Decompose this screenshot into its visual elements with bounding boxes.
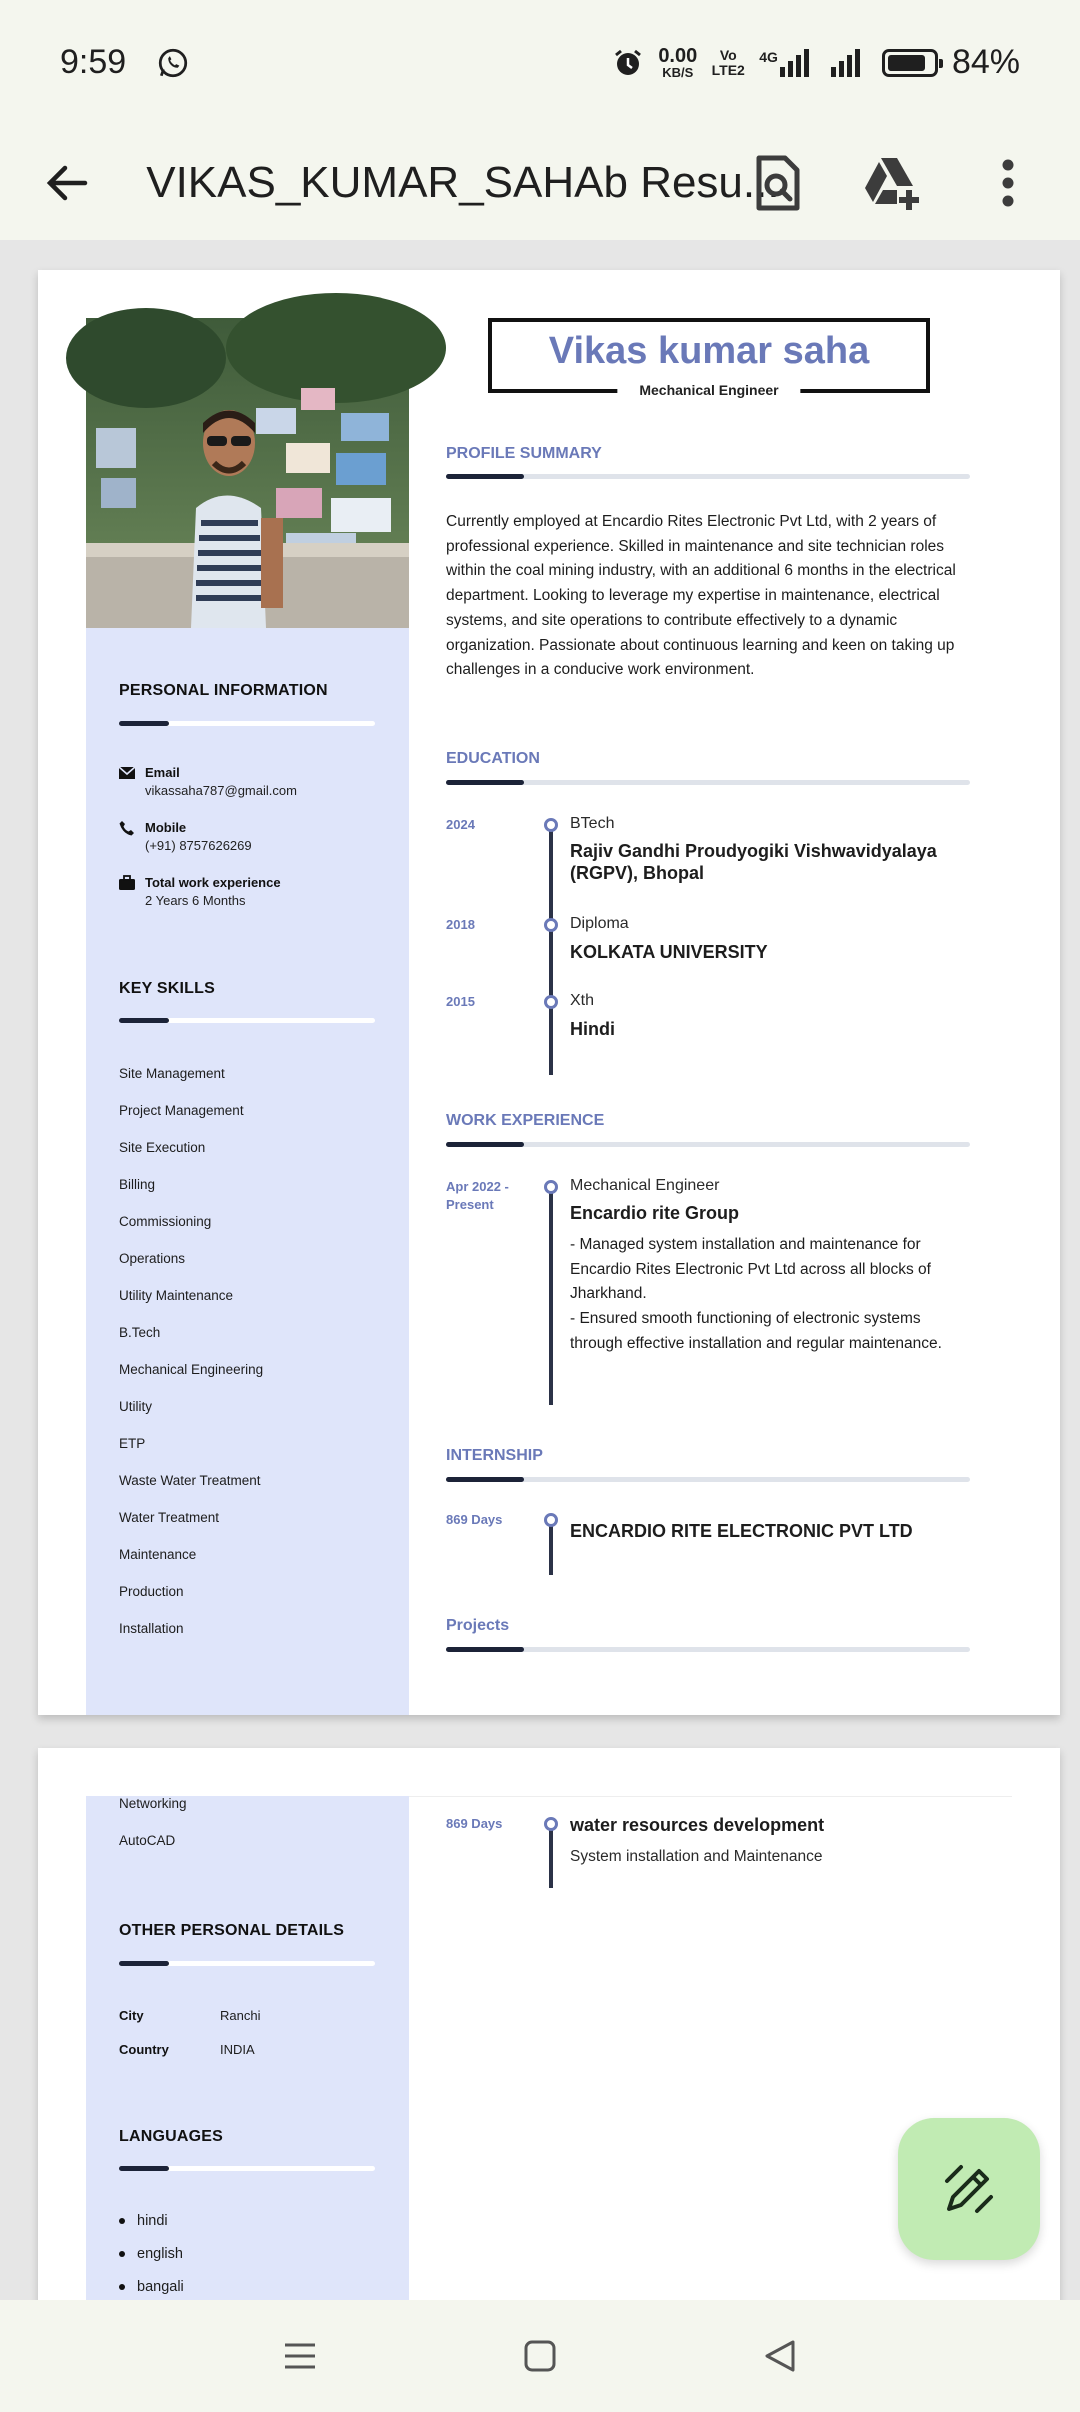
timeline-dot	[544, 918, 558, 932]
education-timeline	[549, 825, 553, 1075]
email-icon	[119, 765, 135, 781]
skill-item: Project Management	[119, 1103, 244, 1118]
internship-timeline	[549, 1520, 553, 1575]
skill-item: ETP	[119, 1436, 146, 1451]
document-search-icon	[751, 154, 805, 212]
section-divider	[446, 474, 970, 479]
skill-item: Mechanical Engineering	[119, 1362, 264, 1377]
education-year: 2018	[446, 917, 475, 932]
personal-info-heading: PERSONAL INFORMATION	[119, 682, 328, 699]
language-item: bangali	[119, 2279, 184, 2295]
resume-sidebar	[86, 318, 409, 1715]
search-document-button[interactable]	[746, 148, 809, 218]
skill-item: Billing	[119, 1177, 156, 1192]
skill-item: Water Treatment	[119, 1510, 220, 1525]
section-divider	[119, 2166, 375, 2171]
skill-item: B.Tech	[119, 1325, 161, 1340]
email-row: Email vikassaha787@gmail.com	[119, 765, 297, 798]
work-designation: Mechanical Engineer	[570, 1177, 720, 1194]
work-period: Apr 2022 - Present	[446, 1179, 509, 1212]
status-time: 9:59	[60, 43, 127, 81]
education-heading: EDUCATION	[446, 750, 540, 767]
more-vert-icon	[1000, 158, 1016, 208]
net-speed: 0.00 KB/S	[658, 45, 698, 80]
timeline-dot	[544, 1817, 558, 1831]
skill-item: Networking	[119, 1796, 187, 1811]
candidate-role: Mechanical Engineer	[617, 382, 800, 398]
project-duration: 869 Days	[446, 1816, 503, 1831]
pdf-viewer[interactable]	[0, 240, 1080, 2300]
status-bar	[0, 0, 1080, 125]
timeline-dot	[544, 995, 558, 1009]
home-button[interactable]	[510, 2326, 570, 2386]
skill-item: Installation	[119, 1621, 184, 1636]
section-divider	[119, 1018, 375, 1023]
other-details-heading: OTHER PERSONAL DETAILS	[119, 1922, 345, 1939]
phone-icon	[119, 820, 135, 836]
signal-2-icon	[831, 49, 860, 77]
skill-item: AutoCAD	[119, 1833, 176, 1848]
education-year: 2024	[446, 817, 475, 832]
internship-company: ENCARDIO RITE ELECTRONIC PVT LTD	[570, 1521, 913, 1541]
section-divider	[446, 1142, 970, 1147]
volte-indicator: Vo LTE2	[711, 46, 745, 78]
battery-icon	[882, 49, 938, 77]
work-experience-row: Total work experience 2 Years 6 Months	[119, 875, 281, 908]
drive-add-icon	[863, 156, 923, 210]
education-school: Rajiv Gandhi Proudyogiki Vishwavidyalaya (RGPV), Bhopal	[570, 841, 937, 883]
city-row: City Ranchi	[119, 2008, 261, 2023]
mobile-row: Mobile (+91) 8757626269	[119, 820, 252, 853]
square-icon	[523, 2339, 557, 2373]
triangle-back-icon	[763, 2339, 797, 2373]
add-to-drive-button[interactable]	[861, 148, 924, 218]
skill-item: Production	[119, 1584, 184, 1599]
briefcase-icon	[119, 875, 135, 891]
skill-item: Waste Water Treatment	[119, 1473, 261, 1488]
pen-edit-icon	[941, 2161, 997, 2217]
annotate-fab-button[interactable]	[898, 2118, 1040, 2260]
signal-1-icon	[780, 49, 809, 77]
resume-sidebar	[86, 1796, 409, 2316]
app-bar	[0, 125, 1080, 240]
alarm-icon	[612, 47, 644, 79]
profile-summary-heading: PROFILE SUMMARY	[446, 445, 602, 462]
key-skills-heading: KEY SKILLS	[119, 980, 215, 997]
pdf-page-1	[38, 270, 1060, 1715]
more-options-button[interactable]	[977, 148, 1040, 218]
timeline-dot	[544, 1513, 558, 1527]
work-timeline	[549, 1185, 553, 1405]
country-row: Country INDIA	[119, 2042, 255, 2057]
section-divider	[446, 780, 970, 785]
page-top-line	[409, 1796, 1012, 1797]
battery-percent: 84%	[951, 43, 1020, 81]
project-timeline	[549, 1828, 553, 1888]
profile-summary-text: Currently employed at Encardio Rites Electronic Pvt Ltd, with 2 years of professional experience. Skilled in maintenance and site technician roles within the coal mining industry, with an additional 6 months in the electrical department. Looking to leverage my expertise in maintenance, electrical systems, and site operations to contribute effectively to a dynamic organization. Passionate about continuous learning and keen on taking up challenges in a conducive work environment.	[446, 513, 956, 679]
timeline-dot	[544, 1180, 558, 1194]
system-nav-bar	[0, 2300, 1080, 2412]
recents-button[interactable]	[270, 2326, 330, 2386]
skill-item: Utility	[119, 1399, 152, 1414]
education-degree: BTech	[570, 815, 615, 832]
work-experience-heading: WORK EXPERIENCE	[446, 1112, 605, 1129]
timeline-dot	[544, 818, 558, 832]
project-title: water resources development	[570, 1815, 825, 1835]
education-degree: Xth	[570, 992, 595, 1009]
skill-item: Maintenance	[119, 1547, 197, 1562]
languages-heading: LANGUAGES	[119, 2128, 224, 2145]
section-divider	[446, 1647, 970, 1652]
language-item: english	[119, 2246, 183, 2262]
work-description: - Managed system installation and maintenance for Encardio Rites Electronic Pvt Ltd across all blocks of Jharkhand. - Ensured smooth functioning of electronic systems through effective installation and regular maintenance.	[570, 1236, 942, 1352]
education-degree: Diploma	[570, 915, 629, 932]
projects-heading: Projects	[446, 1617, 510, 1634]
skill-item: Site Execution	[119, 1140, 206, 1155]
name-box	[488, 318, 930, 398]
education-school: KOLKATA UNIVERSITY	[570, 942, 768, 962]
candidate-name: Vikas kumar saha	[548, 330, 870, 372]
section-divider	[119, 721, 375, 726]
internship-heading: INTERNSHIP	[446, 1447, 543, 1464]
language-item: hindi	[119, 2213, 168, 2229]
skill-item: Utility Maintenance	[119, 1288, 234, 1303]
education-year: 2015	[446, 994, 475, 1009]
arrow-back-icon	[43, 159, 91, 207]
project-description: System installation and Maintenance	[570, 1848, 823, 1865]
skill-item: Commissioning	[119, 1214, 212, 1229]
document-title: VIKAS_KUMAR_SAHAb Resu...	[146, 157, 780, 207]
network-type: 4G	[759, 48, 778, 65]
whatsapp-icon	[156, 46, 190, 80]
section-divider	[446, 1477, 970, 1482]
section-divider	[119, 1961, 375, 1966]
profile-photo	[86, 318, 409, 628]
internship-duration: 869 Days	[446, 1512, 503, 1527]
education-school: Hindi	[570, 1019, 615, 1039]
back-nav-button[interactable]	[750, 2326, 810, 2386]
work-company: Encardio rite Group	[570, 1203, 740, 1223]
skill-item: Site Management	[119, 1066, 225, 1081]
skill-item: Operations	[119, 1251, 186, 1266]
menu-lines-icon	[283, 2341, 317, 2371]
back-button[interactable]	[40, 153, 94, 213]
